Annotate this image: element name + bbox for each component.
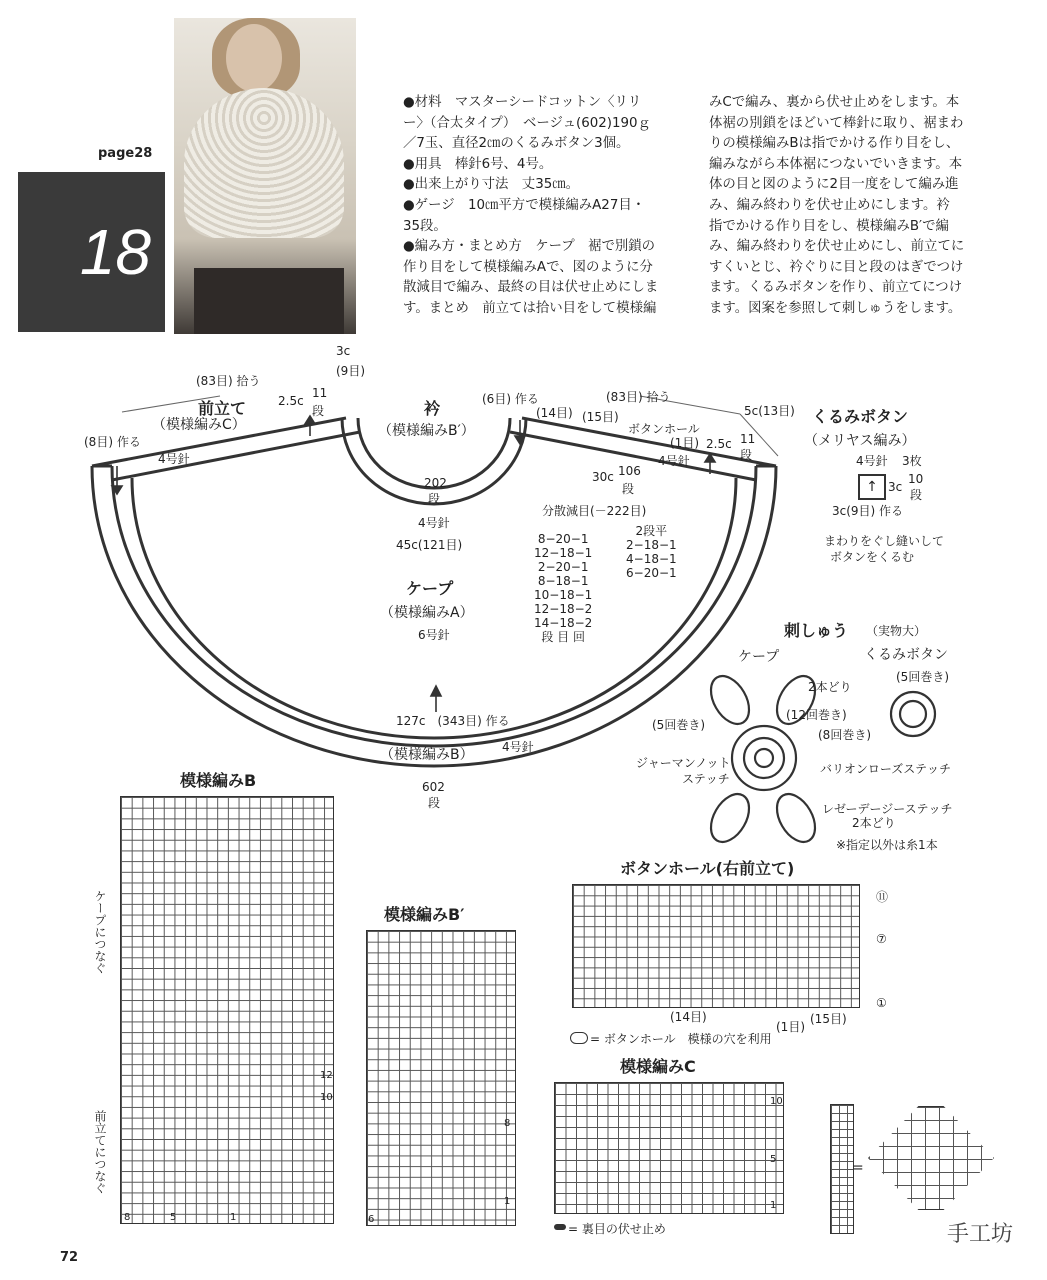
watermark: 手工坊 [946,1222,1013,1247]
right-dan: 段 [740,448,753,462]
button-rows: 10 [908,472,924,486]
left-needle: 4号針 [158,452,190,466]
hem-rows-unit: 段 [428,796,441,810]
chart-b2-num-6: 6 [368,1214,375,1225]
button-sub: （メリヤス編み） [804,433,916,449]
collar-title: 衿 [424,399,441,418]
decrease-right: 2段平 2−18−1 4−18−1 6−20−1 [626,524,677,580]
right-106-dan: 段 [622,482,635,496]
bh-14: (14目) [670,1010,707,1024]
bh-row-7: ⑦ [876,932,887,946]
front-band-title: 前立て [198,399,247,418]
chart-b2-num-1: 1 [504,1196,511,1207]
label-2strand: 2本どり [808,680,852,694]
button-count: 3枚 [902,454,922,468]
label-12: (12回巻き) [786,708,847,722]
left-2-5c: 2.5c [278,394,304,408]
bind-off-legend-icon [554,1224,566,1230]
cape-sub: （模様編みA） [380,605,474,621]
label-5-left: (5回巻き) [652,718,705,732]
front-band-sub: （模様編みC） [152,417,246,433]
chart-b-num-1: 1 [230,1212,237,1223]
hem-rows: 602 [422,780,445,794]
top-3c: 3c [336,344,351,358]
embroidery-note: （実物大） [866,624,927,638]
bh-row-11: ⑪ [876,890,889,904]
button-note1: まわりをぐし縫いして [824,534,945,548]
decrease-title: 分散減目(－222目) [542,504,647,518]
bh-1: (1目) [776,1020,805,1034]
cape-title: ケープ [406,579,454,598]
cape-needle: 6号針 [418,628,450,642]
chart-b2-num-8: 8 [504,1118,511,1129]
chart-b-grid [120,796,334,1224]
chart-b-num-5: 5 [170,1212,177,1223]
chart-b-num-12: 12 [320,1070,333,1081]
bottom-127c: 127c (343目) 作る [396,714,510,728]
pick-83-right: (83目) 拾う [606,390,671,404]
right-5c: 5c(13目) [744,404,795,418]
bind-legend: = 裏目の伏せ止め [568,1222,666,1236]
instructions-col1: ●材料 マスターシードコットン〈リリ ー〉（合太タイプ） ベージュ(602)190ｇ ／7玉、直径2㎝のくるみボタン3個。 ●用具 棒針6号、4号。 ●出来上がり寸法 丈35㎝。 ●ゲージ 10㎝平方で模様編みA27目・ 35段。 ●編み方・まとめ方 ケープ 裾で別鎖の 作り目をして模様編みAで、図のように分 散減目で編み、最終の目は伏せ止めにしま す。まとめ 前立ては拾い目をして模様編 [403,95,659,316]
pick-83-left: (83目) 拾う [196,374,261,388]
embroidery-title: 刺しゅう [784,621,849,640]
connect-front: 前立てにつなぐ [93,1110,107,1194]
pattern-number: 18 [18,172,165,332]
page-reference: page28 [98,146,153,161]
button-3c: 3c [888,480,903,494]
left-8: (8目) 作る [84,435,141,449]
chart-b2-title: 模様編みB′ [384,905,465,924]
top-9: (9目) [336,364,365,378]
embroidery-button: くるみボタン [864,647,948,663]
right-30c: 30c [592,470,614,484]
button-rows-unit: 段 [910,488,923,502]
buttonhole-label: ボタンホール [628,422,700,436]
button-bottom: 3c(9目) 作る [832,504,904,518]
symbol-strip [830,1104,854,1234]
hem-needle: 4号針 [502,740,534,754]
label-5-right: (5回巻き) [896,670,949,684]
right-15: (15目) [582,410,619,424]
page-number: 72 [60,1250,79,1265]
left-11: 11 [312,386,328,400]
right-106: 106 [618,464,641,478]
chart-c-num-10: 10 [770,1096,783,1107]
left-dan: 段 [312,404,325,418]
collar-202: 202 [424,476,447,490]
bh-legend: = ボタンホール 模様の穴を利用 [590,1032,772,1046]
label-german1: ジャーマンノット [636,756,731,770]
chart-c-num-5: 5 [770,1154,777,1165]
button-title: くるみボタン [812,407,909,426]
button-needle: 4号針 [856,454,888,468]
buttonhole-grid [572,884,860,1008]
chart-b2-grid [366,930,516,1226]
collar-202-dan: 段 [428,492,441,506]
chart-c-grid [554,1082,784,1214]
bh-row-1: ① [876,996,887,1010]
connect-cape: ケープにつなぐ [93,890,107,974]
chart-c-num-1: 1 [770,1200,777,1211]
right-14: (14目) [536,406,573,420]
label-german2: ステッチ [682,772,730,786]
label-note: ※指定以外は糸1本 [836,838,938,852]
buttonhole-title: ボタンホール(右前立て) [620,859,795,878]
button-swatch-icon: ↑ [858,474,886,500]
buttonhole-legend-icon [570,1032,588,1044]
label-bullion: バリオンローズステッチ [820,762,952,776]
equals-icon: = [852,1160,864,1176]
collar-needle: 4号針 [418,516,450,530]
button-note2: ボタンをくるむ [830,550,915,564]
embroidery-cape: ケープ [738,649,780,665]
chart-b-title: 模様編みB [180,771,257,790]
collar-sub: （模様編みB′） [378,423,475,439]
hem-label: （模様編みB） [380,747,474,763]
right-1: (1目) [670,436,699,450]
right-needle: 4号針 [658,454,690,468]
bh-15: (15目) [810,1012,847,1026]
chart-b-num-10: 10 [320,1092,333,1103]
label-lazy: レゼーデージーステッチ [822,802,953,816]
right-11: 11 [740,432,756,446]
chart-c-title: 模様編みC [620,1057,696,1076]
instructions-col2: みCで編み、裏から伏せ止めをします。本 体裾の別鎖をほどいて棒針に取り、裾まわ りの模様編みBは指でかける作り目をし、 編みながら本体裾につないでいきます。本 体の目と図のように2目一度をして編み進 み、編み終わりを伏せ止めにします。衿 指でかける作り目をし、模様編みB′で編 み、編み終わりを伏せ止めにし、前立てに すくいとじ、衿ぐりに目と段のはぎでつけ ます。くるみボタンを作り、前立てにつけ ます。図案を参照して刺しゅうをします。 [709,95,965,316]
collar-45c: 45c(121目) [396,538,463,552]
right-6: (6目) 作る [482,392,539,406]
label-lazy2: 2本どり [852,816,896,830]
decrease-left: 8−20−1 12−18−1 2−20−1 8−18−1 10−18−1 12−18−2 14−18−2 段 目 回 [534,532,593,644]
right-2-5c: 2.5c [706,437,732,451]
chart-b-num-8: 8 [124,1212,131,1223]
label-8: (8回巻き) [818,728,871,742]
